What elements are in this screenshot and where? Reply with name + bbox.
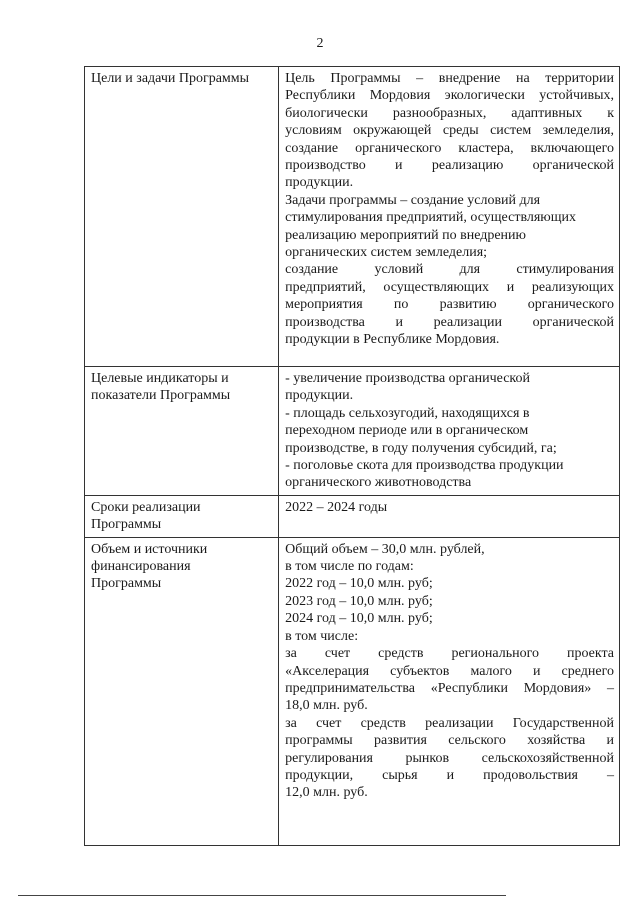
row-content-line: «Акселерация субъектов малого и среднего xyxy=(285,663,614,679)
row-content-line: 18,0 млн. руб. xyxy=(285,698,368,714)
row-content-cell xyxy=(279,537,620,845)
row-content-line: 2023 год – 10,0 млн. руб; xyxy=(285,593,433,609)
row-content-line: производстве, в году получения субсидий, га; xyxy=(285,440,557,456)
row-label-line: Объем и источники xyxy=(91,541,208,557)
row-content-cell xyxy=(279,495,620,537)
row-content-line: 2024 год – 10,0 млн. руб; xyxy=(285,611,433,627)
row-content-line: создание органического кластера, включающего xyxy=(285,140,614,156)
row-content-line: предприятий, осуществляющих и реализующих xyxy=(285,279,614,295)
row-content-line: - поголовье скота для производства продукции xyxy=(285,458,564,474)
page-number: 2 xyxy=(316,36,324,51)
row-content-line: - увеличение производства органической xyxy=(285,371,531,386)
row-content-line: регулирования рынков сельскохозяйственной xyxy=(285,750,614,766)
row-content-line: за счет средств реализации Государственной xyxy=(285,715,614,731)
row-content-line: переходном периоде или в органическом xyxy=(285,423,529,439)
row-content-line: в том числе: xyxy=(285,628,359,644)
row-content-line: предпринимательства «Республики Мордовия» – xyxy=(285,680,614,696)
program-passport-table xyxy=(84,66,620,846)
row-content-line: органического животноводства xyxy=(285,475,472,491)
row-content-line: мероприятия по развитию органического xyxy=(285,297,614,313)
table-row xyxy=(85,67,620,367)
row-content-cell xyxy=(279,367,620,496)
row-content-line: органических систем земледелия; xyxy=(285,245,488,261)
row-content-line: в том числе по годам: xyxy=(285,559,414,575)
table-body xyxy=(85,67,620,846)
row-content-line: Задачи программы – создание условий для xyxy=(285,192,541,208)
table-row xyxy=(85,367,620,496)
row-label-cell xyxy=(85,537,279,845)
row-content-line: продукции. xyxy=(285,388,354,404)
row-content-line: Общий объем – 30,0 млн. рублей, xyxy=(285,541,485,557)
row-label-cell xyxy=(85,67,279,367)
row-content-line: - площадь сельхозугодий, находящихся в xyxy=(285,405,530,421)
row-content-line: биологически разнообразных, адаптивных к xyxy=(285,105,614,121)
row-label-line: Цели и задачи Программы xyxy=(91,71,250,86)
row-content-line: 12,0 млн. руб. xyxy=(285,785,368,801)
row-content-line: Цель Программы – внедрение на территории xyxy=(285,71,614,86)
row-content-line: продукции. xyxy=(285,175,354,191)
row-content-line: производства и реализации органической xyxy=(285,314,614,330)
row-label-line: показатели Программы xyxy=(91,388,231,404)
row-content-line: Республики Мордовия экологически устойчивых, xyxy=(285,88,614,104)
row-label-line: Целевые индикаторы и xyxy=(91,371,229,386)
row-content-line: стимулирования предприятий, осуществляющих xyxy=(285,210,577,226)
row-label-cell xyxy=(85,367,279,496)
row-label-cell xyxy=(85,495,279,537)
row-label-line: финансирования xyxy=(91,559,191,575)
row-content-line: продукции, сырья и продовольствия – xyxy=(285,767,614,783)
row-content-line: 2022 – 2024 годы xyxy=(285,499,388,515)
row-label-line: Сроки реализации xyxy=(91,499,201,515)
row-content-line: 2022 год – 10,0 млн. руб; xyxy=(285,576,433,592)
row-content-line: создание условий для стимулирования xyxy=(285,262,614,278)
footer-rule xyxy=(18,895,506,896)
row-label-line: Программы xyxy=(91,576,162,592)
row-content-line: за счет средств регионального проекта xyxy=(285,646,614,662)
row-content-line: производство и реализацию органической xyxy=(285,158,614,174)
table-row xyxy=(85,537,620,845)
table-row xyxy=(85,495,620,537)
row-content-line: реализацию мероприятий по внедрению xyxy=(285,227,527,243)
row-content-cell xyxy=(279,67,620,367)
row-content-line: продукции в Республике Мордовия. xyxy=(285,332,500,348)
row-content-line: программы развития сельского хозяйства и xyxy=(285,733,614,749)
row-label-line: Программы xyxy=(91,517,162,533)
row-content-line: условиям окружающей среды систем земледелия, xyxy=(285,123,614,139)
